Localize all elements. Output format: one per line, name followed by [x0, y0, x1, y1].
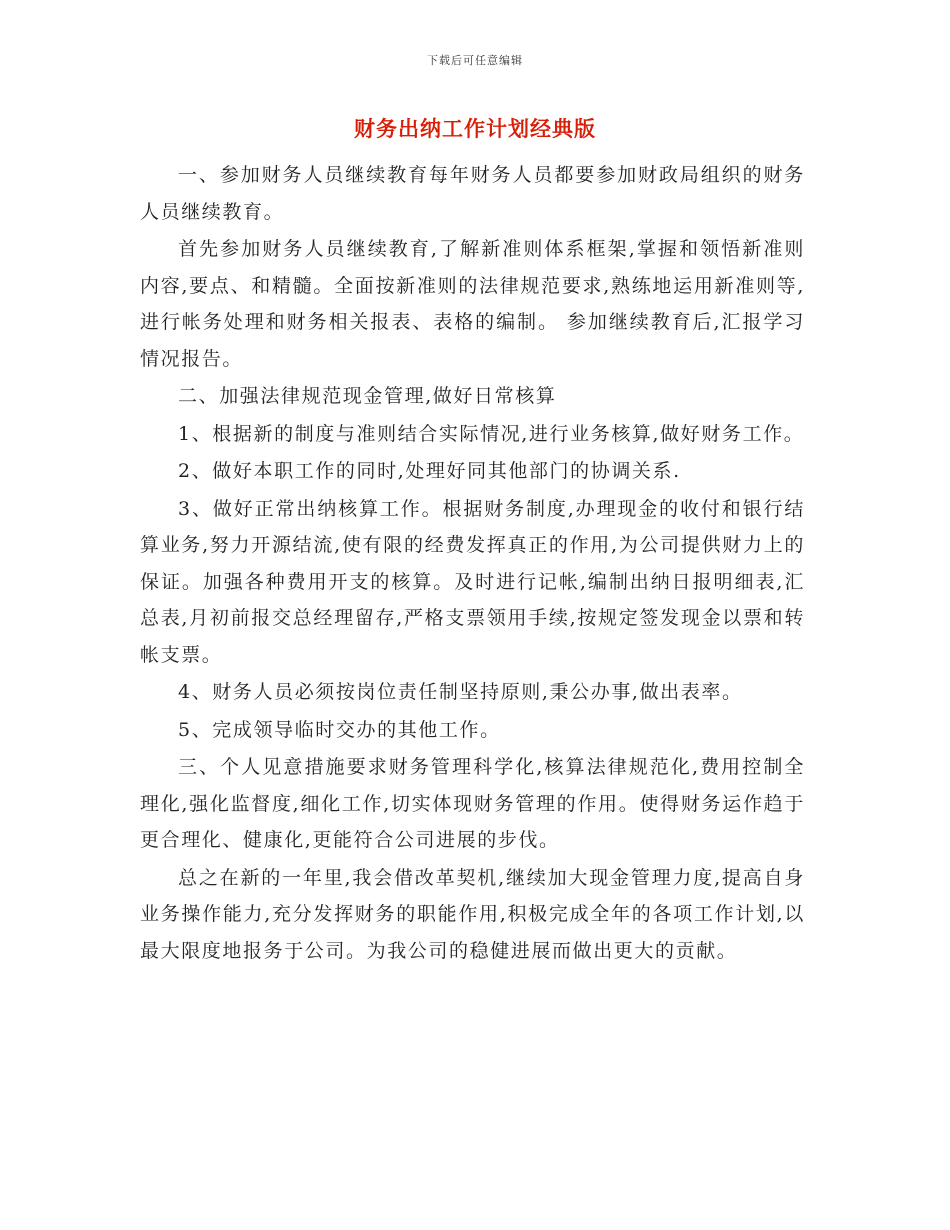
list-item-4: 4、财务人员必须按岗位责任制坚持原则,秉公办事,做出表率。 [178, 681, 743, 703]
list-item-3: 3、做好正常出纳核算工作。根据财务制度,办理现金的收付和银行结算业务,努力开源结流,使有限的经费发挥真正的作用,为公司提供财力上的保证。加强各种费用开支的核算。及时进行记帐,编制出纳日报明细表,汇总表,月初前报交总经理留存,严格支票领用手续,按规定签发现金以票和转帐支票。 [140, 497, 805, 666]
header-note: 下载后可任意编辑 [427, 54, 523, 67]
paragraph-conclusion: 总之在新的一年里,我会借改革契机,继续加大现金管理力度,提高自身业务操作能力,充分发挥财务的职能作用,积极完成全年的各项工作计划,以最大限度地报务于公司。为我公司的稳健进展而做出更大的贡献。 [140, 866, 805, 962]
list-item-2: 2、做好本职工作的同时,处理好同其他部门的协调关系. [178, 460, 681, 482]
list-item-1: 1、根据新的制度与准则结合实际情况,进行业务核算,做好财务工作。 [178, 422, 805, 445]
document-title: 财务出纳工作计划经典版 [354, 117, 596, 141]
section-heading-2: 二、加强法律规范现金管理,做好日常核算 [178, 385, 557, 407]
document-body [140, 157, 805, 970]
list-item-5: 5、完成领导临时交办的其他工作。 [178, 718, 501, 741]
paragraph-1: 一、参加财务人员继续教育每年财务人员都要参加财政局组织的财务人员继续教育。 [140, 164, 805, 223]
paragraph-2: 首先参加财务人员继续教育,了解新准则体系框架,掌握和领悟新准则内容,要点、和精髓。全面按新准则的法律规范要求,熟练地运用新准则等,进行帐务处理和财务相关报表、表格的编制。 参加继续教育后,汇报学习情况报告。 [140, 238, 805, 370]
paragraph-section-3: 三、个人见意措施要求财务管理科学化,核算法律规范化,费用控制全理化,强化监督度,细化工作,切实体现财务管理的作用。使得财务运作趋于更合理化、健康化,更能符合公司进展的步伐。 [140, 756, 805, 851]
